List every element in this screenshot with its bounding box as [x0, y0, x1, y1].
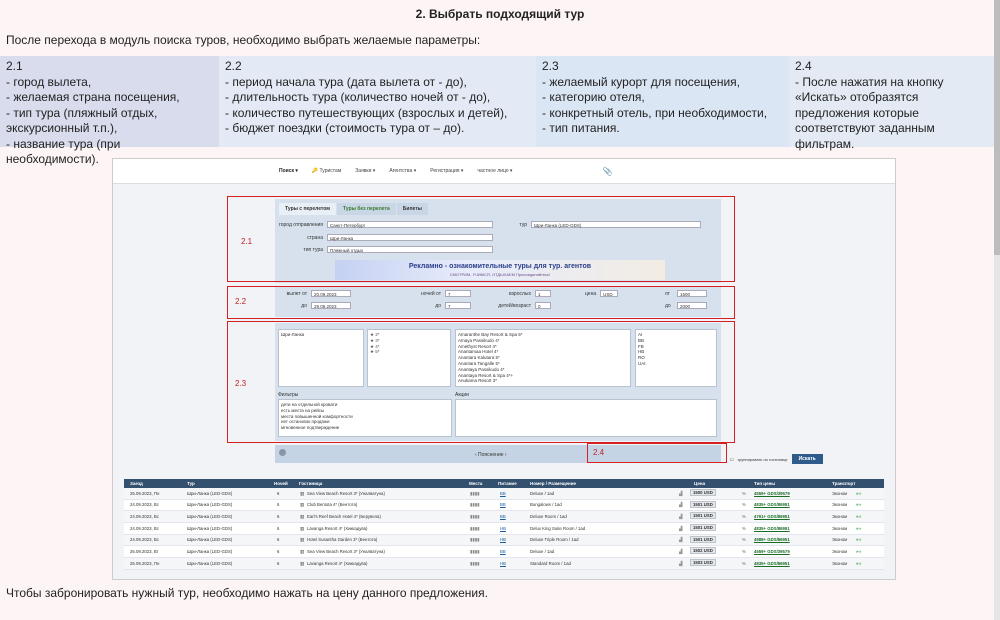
seats-icon: ▮▮▮▮: [470, 490, 480, 496]
transport-arrows-icon: »‹‹: [856, 560, 862, 566]
chart-icon[interactable]: ▟: [679, 537, 683, 543]
price-button[interactable]: 1501 USD: [690, 524, 716, 531]
chart-icon[interactable]: ▟: [679, 548, 683, 554]
filters-label: Фильтры: [278, 392, 299, 398]
row-room: Deluxe / 1ad: [530, 490, 555, 496]
children-label: детей/возраст: [498, 302, 531, 309]
group-by-hotel-checkbox[interactable]: ☐: [730, 456, 734, 462]
table-row[interactable]: [124, 523, 884, 535]
chart-icon[interactable]: ▟: [679, 525, 683, 531]
adults-label: взрослых: [509, 290, 531, 297]
nav-orders[interactable]: Заявки ▾: [355, 168, 376, 174]
paperclip-icon[interactable]: 📎: [602, 166, 613, 176]
table-row[interactable]: [124, 535, 884, 547]
header-hotel: Гостиница: [299, 481, 323, 486]
nav-agencies[interactable]: Агентства ▾: [389, 168, 417, 174]
scrollbar-thumb[interactable]: [994, 0, 1000, 255]
seats-icon: ▮▮▮▮: [470, 525, 480, 531]
highlight-2-4: [587, 443, 727, 463]
row-tour: Шри-Ланка (LED-GDS): [187, 548, 233, 554]
row-hotel[interactable]: Sea View Beach Resort 3* (Уналватуна): [307, 490, 385, 496]
group-label: группировать по гостинице: [737, 456, 788, 462]
label-2-1: 2.1: [241, 237, 253, 246]
hotel-icon: ▥: [300, 513, 305, 519]
hotel-icon: ▥: [300, 525, 305, 531]
table-row[interactable]: [124, 500, 884, 512]
row-date: 25.09.2023, Пн: [130, 490, 160, 496]
row-tour: Шри-Ланка (LED-GDS): [187, 560, 233, 566]
row-meal[interactable]: HB: [500, 525, 506, 531]
highlight-2-2: [227, 286, 735, 319]
row-date: 24.09.2023, Вс: [130, 513, 159, 519]
nav-registration[interactable]: Регистрация ▾: [430, 168, 464, 174]
row-gds[interactable]: 4835+ GDS/86951: [754, 525, 790, 531]
resort-list[interactable]: Шри-Ланка: [278, 329, 364, 387]
row-nights: 6: [277, 490, 280, 496]
row-gds[interactable]: 4761+ GDS/86951: [754, 513, 790, 519]
price-button[interactable]: 1503 USD: [690, 559, 716, 566]
price-to-label: до: [665, 302, 671, 309]
label-2-4: 2.4: [593, 448, 605, 457]
nav-search[interactable]: Поиск ▾: [279, 168, 298, 174]
price-label: цена: [585, 290, 597, 297]
table-body: [124, 488, 884, 570]
row-date: 24.09.2023, Вс: [130, 502, 159, 508]
header-date: Заезд: [130, 481, 143, 486]
seats-icon: ▮▮▮▮: [470, 502, 480, 508]
row-room: Standard Room / 1ad: [530, 560, 571, 566]
row-gds[interactable]: 4559+ GDS/39579: [754, 548, 790, 554]
adults-select[interactable]: 1: [535, 290, 551, 297]
price-button[interactable]: 1502 USD: [690, 547, 716, 554]
row-room: Deluxe Room / 1ad: [530, 513, 567, 519]
row-date: 25.09.2023, Пн: [130, 560, 160, 566]
city-select[interactable]: Санкт-Петербург: [327, 221, 493, 228]
row-nights: 6: [277, 502, 280, 508]
price-button[interactable]: 1501 USD: [690, 501, 716, 508]
seats-icon: ▮▮▮▮: [470, 560, 480, 566]
table-row[interactable]: [124, 558, 884, 570]
price-from-label: от: [665, 290, 670, 297]
top-nav: [113, 159, 895, 184]
nights-to-label: до: [435, 302, 441, 309]
label-2-2: 2.2: [235, 297, 247, 306]
price-button[interactable]: 1501 USD: [690, 512, 716, 519]
highlight-2-1: [227, 196, 735, 282]
price-from-input[interactable]: 1500: [677, 290, 707, 297]
row-meal[interactable]: BB: [500, 490, 506, 496]
row-room: Bungalows / 1ad: [530, 502, 562, 508]
table-header: [124, 479, 884, 488]
row-hotel[interactable]: Hotel Susantha Garden 3* (Бентота): [307, 537, 378, 543]
nights-to-select[interactable]: 7: [445, 302, 471, 309]
currency-select[interactable]: USD: [600, 290, 618, 297]
tour-select[interactable]: Шри-Ланка (LED-GDS): [531, 221, 701, 228]
hotel-icon: ▥: [300, 490, 305, 496]
row-nights: 6: [277, 560, 280, 566]
row-tour: Шри-Ланка (LED-GDS): [187, 525, 233, 531]
table-row[interactable]: [124, 511, 884, 523]
row-meal[interactable]: HB: [500, 537, 506, 543]
parameter-columns: [0, 56, 1000, 166]
date-to-input[interactable]: 29.09.2023: [311, 302, 351, 309]
transport-arrows-icon: »‹‹: [856, 537, 862, 543]
row-tour: Шри-Ланка (LED-GDS): [187, 502, 233, 508]
row-tour: Шри-Ланка (LED-GDS): [187, 513, 233, 519]
tab-no-flight[interactable]: Туры без перелета: [337, 203, 396, 215]
header-price-type: Тип цены: [754, 481, 776, 486]
table-row[interactable]: [124, 546, 884, 558]
filters-list[interactable]: дети на отдельной кровати есть места на рейсы места повышенной комфортности нет остановок продажи мгновенное подтверждение: [278, 399, 452, 437]
country-select[interactable]: Шри-Ланка: [327, 234, 493, 241]
banner-subtext: СМОТРИМ, УЧИМСЯ, ОТДЫХАЕМ Присоединяйтесь!: [449, 272, 551, 277]
transport-arrows-icon: »‹‹: [856, 548, 862, 554]
row-date: 26.09.2023, Вт: [130, 548, 159, 554]
nights-from-label: ночей от: [421, 290, 441, 297]
transport-arrows-icon: »‹‹: [856, 502, 862, 508]
results-table: [124, 479, 884, 570]
header-room: Номер / Размещение: [530, 481, 577, 486]
chart-icon[interactable]: ▟: [679, 490, 683, 496]
nav-private[interactable]: частное лицо ▾: [477, 168, 513, 174]
info-icon[interactable]: [279, 449, 286, 456]
type-select[interactable]: Пляжный отдых: [327, 246, 493, 253]
percent-icon: %: [742, 560, 746, 566]
seats-icon: ▮▮▮▮: [470, 548, 480, 554]
chart-icon[interactable]: ▟: [679, 560, 683, 566]
hotel-icon: ▥: [300, 537, 305, 543]
row-date: 24.09.2023, Вс: [130, 525, 159, 531]
row-nights: 6: [277, 548, 280, 554]
tour-label: тур: [519, 221, 527, 228]
percent-icon: %: [742, 513, 746, 519]
stars-list[interactable]: ★ 2* ★ 3* ★ 4* ★ 5*: [367, 329, 451, 387]
country-label: страна: [307, 234, 323, 241]
promo-label: Акции: [455, 392, 469, 398]
tab-flight-tours[interactable]: Туры с перелетом: [279, 203, 336, 215]
price-button[interactable]: 1500 USD: [690, 489, 716, 496]
column-2-3: 2.3 - желаемый курорт для посещения, - категорию отеля, - конкретный отель, при необходимости, - тип питания.: [536, 56, 789, 147]
chart-icon[interactable]: ▟: [679, 502, 683, 508]
date-from-input[interactable]: 20.09.2023: [311, 290, 351, 297]
row-meal[interactable]: BB: [500, 513, 506, 519]
row-gds[interactable]: 4835+ GDS/86951: [754, 502, 790, 508]
seats-icon: ▮▮▮▮: [470, 513, 480, 519]
row-gds[interactable]: 4559+ GDS/39579: [754, 490, 790, 496]
row-room: Deluxe Triple Room / 1ad: [530, 537, 579, 543]
row-nights: 6: [277, 513, 280, 519]
row-hotel[interactable]: Sea View Beach Resort 3* (Уналватуна): [307, 548, 385, 554]
row-nights: 6: [277, 525, 280, 531]
intro-text: После перехода в модуль поиска туров, необходимо выбрать желаемые параметры:: [6, 33, 481, 47]
meal-list[interactable]: AI BB FB HB RO UAI: [635, 329, 717, 387]
row-hotel[interactable]: Club Bentota 4* (Бентота): [307, 502, 358, 508]
hotel-icon: ▥: [300, 548, 305, 554]
row-tour: Шри-Ланка (LED-GDS): [187, 537, 233, 543]
row-transport: Эконом: [832, 537, 848, 543]
nights-from-select[interactable]: 7: [445, 290, 471, 297]
row-transport: Эконом: [832, 560, 848, 566]
percent-icon: %: [742, 537, 746, 543]
column-2-1: 2.1 - город вылета, - желаемая страна посещения, - тип тура (пляжный отдых, экскурсионный т.п.), - название тура (при необходимости).: [0, 56, 219, 147]
hotel-icon: ▥: [300, 560, 305, 566]
row-transport: Эконом: [832, 548, 848, 554]
percent-icon: %: [742, 548, 746, 554]
row-hotel[interactable]: Lavanga Resort 4* (Хиккадува): [307, 525, 368, 531]
header-tour: Тур: [187, 481, 195, 486]
row-date: 24.09.2023, Вс: [130, 537, 159, 543]
hotel-icon: ▥: [300, 502, 305, 508]
percent-icon: %: [742, 525, 746, 531]
row-tour: Шри-Ланка (LED-GDS): [187, 490, 233, 496]
to-label: до: [301, 302, 307, 309]
row-meal[interactable]: BB: [500, 502, 506, 508]
type-label: тип тура: [303, 246, 323, 253]
header-seats: Места: [469, 481, 483, 486]
percent-icon: %: [742, 490, 746, 496]
row-room: Delux King Suite Room / 1ad: [530, 525, 586, 531]
header-transport: Транспорт: [832, 481, 856, 486]
row-meal[interactable]: HB: [500, 560, 506, 566]
row-meal[interactable]: BB: [500, 548, 506, 554]
price-to-input[interactable]: 2000: [677, 302, 707, 309]
transport-arrows-icon: »‹‹: [856, 513, 862, 519]
transport-arrows-icon: »‹‹: [856, 525, 862, 531]
hotel-list[interactable]: Amaranthe Bay Resort & Spa 5* Amaya Passikudo 4* Amethyst Resort 4* Anantamaa Hotel 4* Anantara Kalutara 5* Anantara Tangalle 5* Anantaya Passikudo 4* Anantaya Resort & Spa 4*+ Anukama Resort 3*: [455, 329, 631, 387]
from-label: вылет от: [286, 290, 307, 297]
children-select[interactable]: 0: [535, 302, 551, 309]
table-row[interactable]: [124, 488, 884, 500]
seats-icon: ▮▮▮▮: [470, 537, 480, 543]
column-2-2: 2.2 - период начала тура (дата вылета от - до), - длительность тура (количество ночей от - до), - количество путешествующих (взрослых и детей), - бюджет поездки (стоимость тура от – до).: [219, 56, 536, 147]
transport-arrows-icon: »‹‹: [856, 490, 862, 496]
nav-tourists[interactable]: 🔑 Туристам: [311, 168, 342, 174]
row-transport: Эконом: [832, 525, 848, 531]
header-meal: Питание: [498, 481, 517, 486]
embedded-screenshot: [112, 158, 896, 580]
footer-text: Чтобы забронировать нужный тур, необходимо нажать на цену данного предложения.: [6, 586, 488, 600]
row-transport: Эконом: [832, 502, 848, 508]
row-gds[interactable]: 4835+ GDS/86951: [754, 560, 790, 566]
page-title: 2. Выбрать подходящий тур: [415, 7, 585, 21]
row-hotel[interactable]: Earl's Reef Beach Hotel 4* (Берувела): [307, 513, 381, 519]
row-hotel[interactable]: Lavanga Resort 4* (Хиккадува): [307, 560, 368, 566]
row-gds[interactable]: 4988+ GDS/86951: [754, 537, 790, 543]
row-nights: 6: [277, 537, 280, 543]
row-transport: Эконом: [832, 513, 848, 519]
row-room: Deluxe / 1ad: [530, 548, 555, 554]
price-button[interactable]: 1501 USD: [690, 536, 716, 543]
label-2-3: 2.3: [235, 379, 247, 388]
column-2-4: 2.4 - После нажатия на кнопку «Искать» отобразятся предложения которые соответствуют заданным фильтрам.: [789, 56, 1000, 147]
city-label: город отправления: [279, 221, 323, 228]
scrollbar[interactable]: [994, 0, 1000, 620]
header-price: Цена: [694, 481, 706, 486]
highlight-2-3: [227, 321, 735, 443]
search-button[interactable]: Искать: [792, 454, 823, 464]
chart-icon[interactable]: ▟: [679, 513, 683, 519]
banner-text: Рекламно - ознакомительные туры для тур. агентов: [408, 263, 592, 270]
search-bar: [730, 453, 835, 465]
tab-tickets[interactable]: Билеты: [397, 203, 428, 215]
percent-icon: %: [742, 502, 746, 508]
header-nights: Ночей: [274, 481, 288, 486]
more-link[interactable]: ‹ Пояснение ›: [475, 452, 507, 458]
row-transport: Эконом: [832, 490, 848, 496]
